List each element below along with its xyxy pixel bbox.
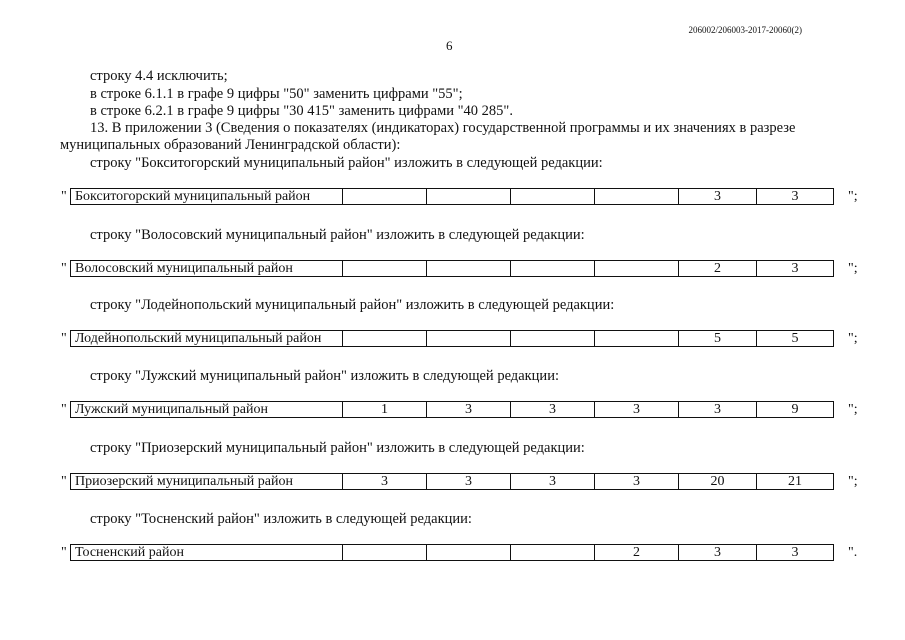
row-name-cell: Волосовский муниципальный район bbox=[71, 261, 343, 277]
quote-open: " bbox=[61, 331, 67, 346]
value-cell bbox=[427, 545, 511, 561]
value-cell bbox=[511, 545, 595, 561]
row-table bbox=[70, 260, 834, 277]
value-cell: 3 bbox=[679, 402, 757, 418]
text-line: строку "Приозерский муниципальный район" изложить в следующей редакции: bbox=[90, 440, 585, 456]
value-cell bbox=[427, 331, 511, 347]
value-cell: 3 bbox=[511, 474, 595, 490]
table-row bbox=[71, 402, 834, 418]
table-row bbox=[71, 474, 834, 490]
text-line: муниципальных образований Ленинградской области): bbox=[60, 137, 401, 153]
value-cell bbox=[343, 331, 427, 347]
value-cell bbox=[511, 331, 595, 347]
value-cell bbox=[343, 189, 427, 205]
value-cell: 5 bbox=[757, 331, 834, 347]
value-cell: 3 bbox=[595, 402, 679, 418]
text-line: 13. В приложении 3 (Сведения о показателях (индикаторах) государственной программы и их значениях в разрезе bbox=[90, 120, 796, 136]
document-number: 206002/206003-2017-20060(2) bbox=[688, 25, 802, 35]
table-row bbox=[71, 189, 834, 205]
quote-open: " bbox=[61, 402, 67, 417]
quote-open: " bbox=[61, 474, 67, 489]
table-row bbox=[71, 545, 834, 561]
quote-open: " bbox=[61, 261, 67, 276]
value-cell bbox=[427, 261, 511, 277]
table-row bbox=[71, 261, 834, 277]
text-line: строку "Лодейнопольский муниципальный район" изложить в следующей редакции: bbox=[90, 297, 615, 313]
text-line: строку "Лужский муниципальный район" изложить в следующей редакции: bbox=[90, 368, 559, 384]
text-line: строку "Бокситогорский муниципальный район" изложить в следующей редакции: bbox=[90, 155, 603, 171]
value-cell: 3 bbox=[757, 261, 834, 277]
row-name-cell: Лодейнопольский муниципальный район bbox=[71, 331, 343, 347]
value-cell: 3 bbox=[757, 545, 834, 561]
value-cell: 3 bbox=[595, 474, 679, 490]
value-cell bbox=[511, 261, 595, 277]
quote-close: "; bbox=[848, 474, 858, 489]
quote-close: "; bbox=[848, 402, 858, 417]
value-cell bbox=[427, 189, 511, 205]
value-cell: 3 bbox=[511, 402, 595, 418]
quote-close: ". bbox=[848, 545, 858, 560]
row-name-cell: Приозерский муниципальный район bbox=[71, 474, 343, 490]
value-cell: 1 bbox=[343, 402, 427, 418]
quote-open: " bbox=[61, 189, 67, 204]
value-cell: 3 bbox=[757, 189, 834, 205]
value-cell bbox=[511, 189, 595, 205]
value-cell: 3 bbox=[679, 189, 757, 205]
text-line: строку "Тосненский район" изложить в следующей редакции: bbox=[90, 511, 472, 527]
value-cell: 3 bbox=[427, 474, 511, 490]
value-cell: 5 bbox=[679, 331, 757, 347]
value-cell: 20 bbox=[679, 474, 757, 490]
value-cell bbox=[595, 261, 679, 277]
value-cell bbox=[343, 261, 427, 277]
row-table bbox=[70, 330, 834, 347]
row-name-cell: Лужский муниципальный район bbox=[71, 402, 343, 418]
row-table bbox=[70, 401, 834, 418]
value-cell: 3 bbox=[427, 402, 511, 418]
text-line: строку "Волосовский муниципальный район" изложить в следующей редакции: bbox=[90, 227, 585, 243]
row-table bbox=[70, 473, 834, 490]
row-table bbox=[70, 188, 834, 205]
value-cell bbox=[595, 189, 679, 205]
quote-close: "; bbox=[848, 189, 858, 204]
value-cell bbox=[343, 545, 427, 561]
quote-open: " bbox=[61, 545, 67, 560]
text-line: в строке 6.2.1 в графе 9 цифры "30 415" заменить цифрами "40 285". bbox=[90, 103, 513, 119]
row-name-cell: Бокситогорский муниципальный район bbox=[71, 189, 343, 205]
quote-close: "; bbox=[848, 331, 858, 346]
value-cell: 9 bbox=[757, 402, 834, 418]
value-cell: 3 bbox=[679, 545, 757, 561]
value-cell: 2 bbox=[679, 261, 757, 277]
value-cell: 21 bbox=[757, 474, 834, 490]
quote-close: "; bbox=[848, 261, 858, 276]
value-cell bbox=[595, 331, 679, 347]
table-row bbox=[71, 331, 834, 347]
value-cell: 3 bbox=[343, 474, 427, 490]
text-line: строку 4.4 исключить; bbox=[90, 68, 228, 84]
row-name-cell: Тосненский район bbox=[71, 545, 343, 561]
value-cell: 2 bbox=[595, 545, 679, 561]
text-line: в строке 6.1.1 в графе 9 цифры "50" заменить цифрами "55"; bbox=[90, 86, 463, 102]
row-table bbox=[70, 544, 834, 561]
page-number: 6 bbox=[446, 38, 453, 53]
